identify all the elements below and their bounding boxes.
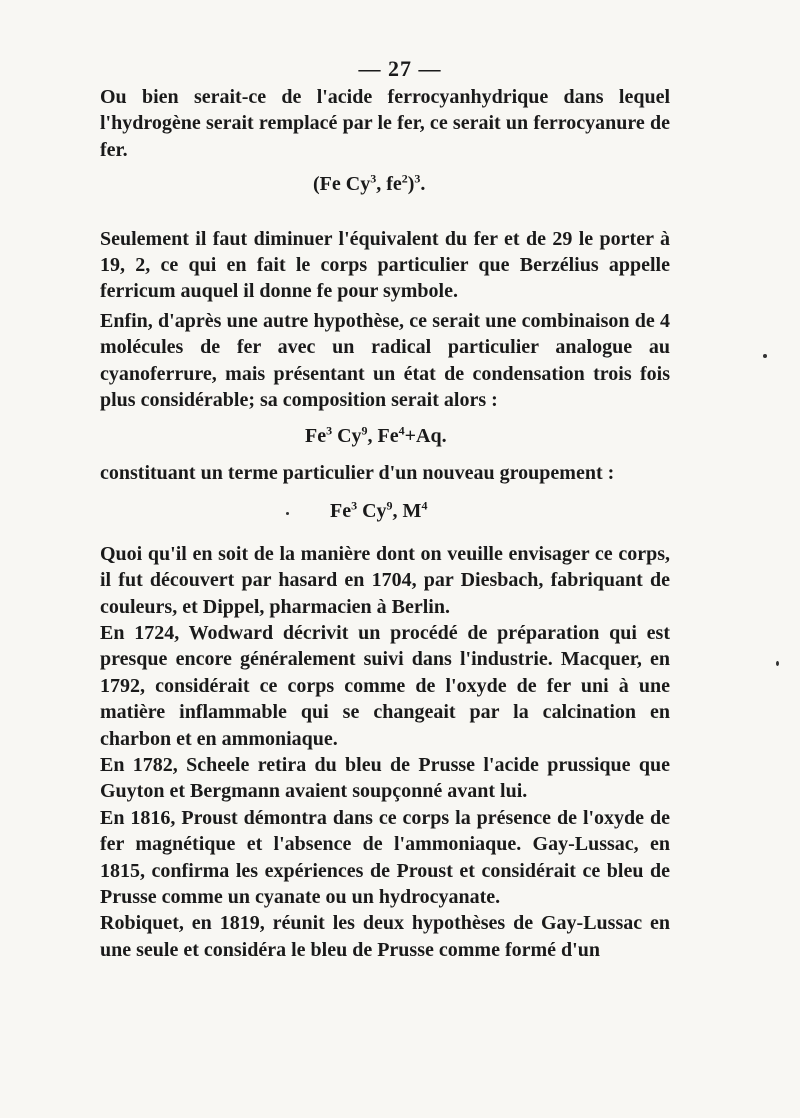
paragraph-2: Seulement il faut diminuer l'équivalent du fer et de 29 le porter à 19, 2, ce qui en fait le corps particulier que Berzélius appelle ferricum auquel il donne fe pour symbole.: [100, 227, 670, 303]
formula-fe-cy-fe-aq: Fe$^3$ Cy$^9$, $Fe^4+Aq$.: [305, 423, 447, 448]
paragraph-5: Quoi qu'il en soit de la manière dont on veuille envisager ce corps, il fut découvert par hasard en 1704, par Diesbach, fabriquant de couleurs, et Dippel, pharmacien à Berlin.: [100, 542, 670, 618]
paragraph-7: En 1782, Scheele retira du bleu de Prusse l'acide prussique que Guyton et Bergmann avaient soupçonné avant lui.: [100, 753, 670, 803]
body-text: [100, 84, 670, 963]
formula-fe-cy-fe: (Fe Cy$^3$, $fe^2)^3$.: [313, 171, 426, 196]
paragraph-1: Ou bien serait-ce de l'acide ferrocyanhydrique dans lequel l'hydrogène serait remplacé par le fer, ce serait un ferrocyanure de fer.: [100, 86, 670, 161]
formula-fe-cy-m: Fe$^3$ Cy$^9$, $M^4$: [330, 498, 428, 523]
speck-mark: [763, 354, 767, 358]
paragraph-9: Robiquet, en 1819, réunit les deux hypothèses de Gay-Lussac en une seule et considéra le bleu de Prusse comme formé d'un: [100, 912, 670, 961]
speck-mark: [286, 512, 289, 515]
paragraph-6: En 1724, Wodward décrivit un procédé de préparation qui est presque encore généralement suivi dans l'industrie. Macquer, en 1792, considérait ce corps comme de l'oxyde de fer uni à une matière inflammable qui se changeait par la calcination en charbon et en ammoniaque.: [100, 621, 670, 750]
paragraph-8: En 1816, Proust démontra dans ce corps la présence de l'oxyde de fer magnétique et l'absence de l'ammoniaque. Gay-Lussac, en 1815, confirma les expériences de Proust et considérait ce bleu de Prusse comme un cyanate ou un hydrocyanate.: [100, 806, 670, 908]
paragraph-4: constituant un terme particulier d'un nouveau groupement :: [100, 461, 615, 484]
page-number: — 27 —: [358, 56, 442, 81]
paragraph-3: Enfin, d'après une autre hypothèse, ce serait une combinaison de 4 molécules de fer avec un radical particulier analogue au cyanoferrure, mais présentant un état de condensation trois fois plus considérable; sa composition serait alors :: [100, 309, 670, 412]
speck-mark: [776, 661, 779, 666]
